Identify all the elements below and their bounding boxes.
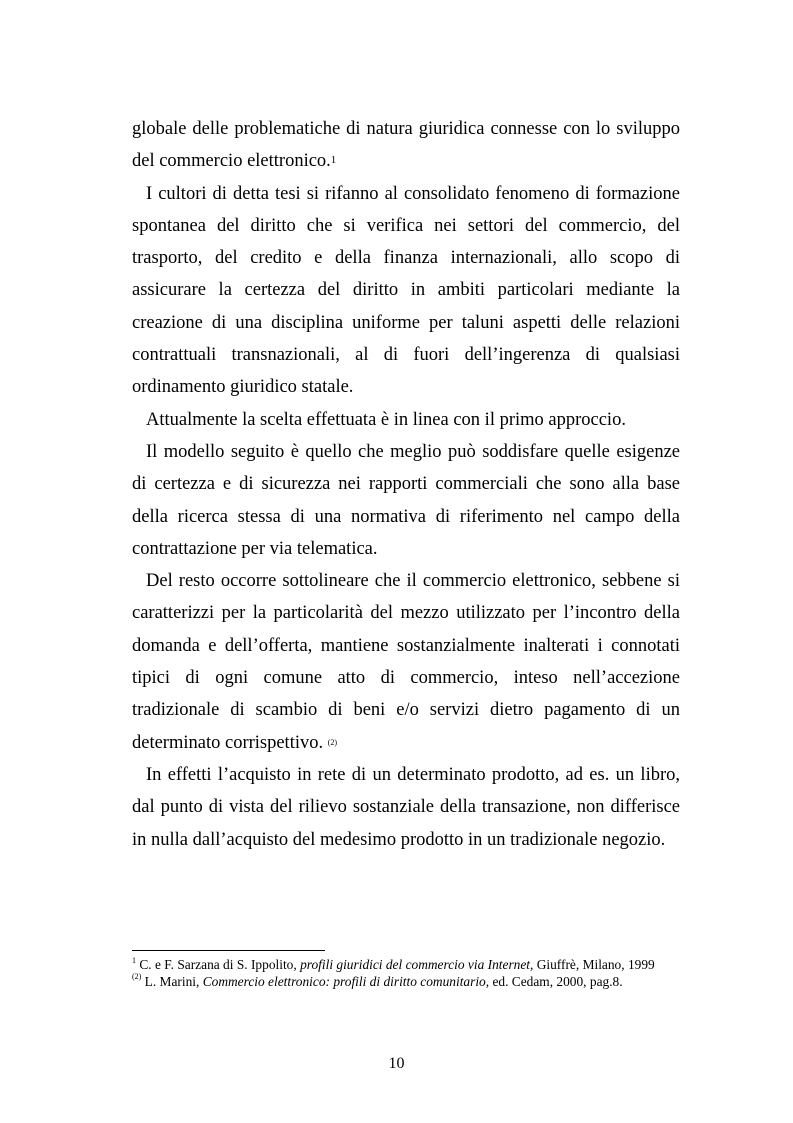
footnote-2 xyxy=(132,974,680,991)
footnote-1-title: profili giuridici del commercio via Internet, xyxy=(300,957,534,972)
paragraph-5-text: Del resto occorre sottolineare che il commercio elettronico, sebbene si caratterizzi per la particolarità del mezzo utilizzato per l’incontro della domanda e dell’offerta, mantiene sostanzialmente inalterati i connotati tipici di ogni comune atto di commercio, inteso nell’accezione tradizionale di scambio di beni e/o servizi dietro pagamento di un determinato corrispettivo. xyxy=(132,571,680,753)
paragraph-3: Attualmente la scelta effettuata è in linea con il primo approccio. xyxy=(146,409,626,430)
footnote-2-pre: L. Marini, xyxy=(141,973,203,989)
page-number: 10 xyxy=(388,1055,405,1072)
footnote-2-title: Commercio elettronico: profili di diritto comunitario, xyxy=(202,973,490,989)
document-body xyxy=(132,113,680,856)
footnote-2-mark: (2) xyxy=(132,972,142,982)
paragraph-4: Il modello seguito è quello che meglio può soddisfare quelle esigenze di certezza e di sicurezza nei rapporti commerciali che sono alla base della ricerca stessa di una normativa di riferimento nel campo della contrattazione per via telematica. xyxy=(132,441,680,559)
footnote-1-post: Giuffrè, Milano, 1999 xyxy=(533,957,655,972)
footnote-1-mark: 1 xyxy=(132,955,136,965)
footnote-ref-2[interactable]: (2) xyxy=(327,737,338,747)
footnote-2-post: ed. Cedam, 2000, pag.8. xyxy=(489,973,623,989)
footnote-1 xyxy=(132,957,680,974)
footnote-ref-1[interactable]: 1 xyxy=(330,154,337,167)
paragraph-2: I cultori di detta tesi si rifanno al consolidato fenomeno di formazione spontanea del diritto che si verifica nei settori del commercio, del trasporto, del credito e della finanza internazionali, allo scopo di assicurare la certezza del diritto in ambiti particolari mediante la creazione di una disciplina uniforme per taluni aspetti delle relazioni contrattuali transnazionali, al di fuori dell’ingerenza di qualsiasi ordinamento giuridico statale. xyxy=(132,183,680,398)
footnote-1-pre: C. e F. Sarzana di S. Ippolito, xyxy=(136,957,301,972)
footnote-divider xyxy=(132,950,325,951)
paragraph-5 xyxy=(132,565,680,759)
paragraph-1-text: globale delle problematiche di natura giuridica connesse con lo sviluppo del commercio elettronico. xyxy=(132,119,680,172)
paragraph-6: In effetti l’acquisto in rete di un determinato prodotto, ad es. un libro, dal punto di vista del rilievo sostanziale della transazione, non differisce in nulla dall’acquisto del medesimo prodotto in un tradizionale negozio. xyxy=(132,764,680,850)
footnotes xyxy=(132,957,680,990)
paragraph-1 xyxy=(132,113,680,178)
